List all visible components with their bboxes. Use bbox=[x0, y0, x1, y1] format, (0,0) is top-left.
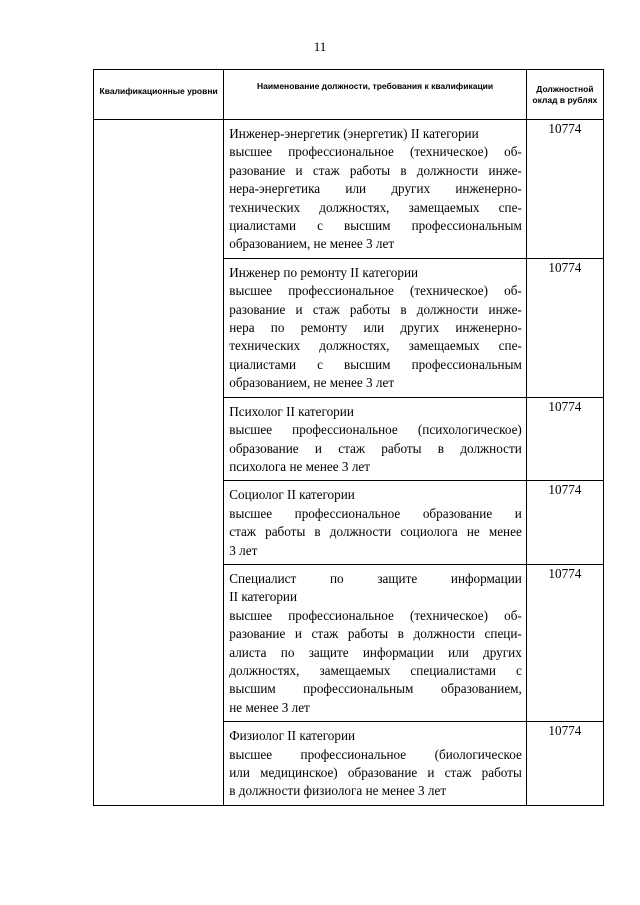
requirement-line: образование и стаж работы в должности bbox=[229, 440, 522, 456]
requirement-line: разование и стаж работы в должности инже- bbox=[229, 162, 522, 178]
requirement-line: разование и стаж работы в должности инже- bbox=[229, 301, 522, 317]
requirement-line: или медицинское) образование и стаж работы bbox=[229, 765, 522, 780]
requirement-line: не менее 3 лет bbox=[229, 699, 310, 715]
requirement-line: должностях, замещаемых специалистами с bbox=[229, 662, 522, 678]
position-title: Специалист по защите информации bbox=[229, 570, 522, 586]
position-title: Инженер по ремонту II категории bbox=[229, 264, 419, 280]
requirement-line: стаж работы в должности социолога не менее bbox=[229, 524, 522, 540]
salary-value: 10774 bbox=[526, 722, 603, 806]
requirement-line: высшее профессиональное (психологическое) bbox=[229, 422, 522, 438]
table-header-row bbox=[94, 70, 604, 120]
header-position-requirements: Наименование должности, требования к квалификации bbox=[224, 70, 527, 120]
requirement-line: высшим профессиональным образованием, bbox=[229, 681, 522, 697]
requirement-line: алиста по защите информации или других bbox=[229, 644, 522, 660]
requirement-line: образованием, не менее 3 лет bbox=[229, 236, 395, 252]
requirement-line: нера-энергетика или других инженерно- bbox=[229, 181, 522, 197]
requirement-line: образованием, не менее 3 лет bbox=[229, 375, 395, 391]
position-title: Физиолог II категории bbox=[229, 728, 356, 744]
requirement-line: высшее профессиональное образование и bbox=[229, 505, 522, 521]
requirement-line: в должности физиолога не менее 3 лет bbox=[229, 783, 447, 799]
salary-value: 10774 bbox=[526, 481, 603, 565]
requirement-line: высшее профессиональное (техническое) об- bbox=[229, 283, 522, 299]
header-salary: Должностной оклад в рублях bbox=[526, 70, 603, 120]
position-description bbox=[224, 258, 527, 397]
salary-value: 10774 bbox=[526, 397, 603, 481]
requirement-line: высшее профессиональное (техническое) об- bbox=[229, 607, 522, 623]
page-number: 11 bbox=[313, 39, 327, 54]
requirement-line: нера по ремонту или других инженерно- bbox=[229, 320, 522, 336]
salary-table bbox=[93, 69, 604, 806]
requirement-line: высшее профессиональное (биологическое bbox=[229, 746, 522, 762]
table-row bbox=[94, 120, 604, 259]
position-description bbox=[224, 722, 527, 806]
requirement-line: психолога не менее 3 лет bbox=[229, 458, 371, 474]
position-title: Социолог II категории bbox=[229, 487, 355, 503]
requirement-line: технических должностях, замещаемых спе- bbox=[229, 338, 522, 354]
position-description bbox=[224, 564, 527, 721]
qualification-level-cell bbox=[94, 120, 224, 806]
salary-value: 10774 bbox=[526, 258, 603, 397]
position-description bbox=[224, 397, 527, 481]
position-title: Психолог II категории bbox=[229, 403, 354, 419]
header-qualification-levels: Квалификационные уровни bbox=[94, 70, 224, 120]
requirement-line: технических должностях, замещаемых спе- bbox=[229, 199, 522, 215]
requirement-line: циалистами с высшим профессиональным bbox=[229, 356, 522, 372]
position-description bbox=[224, 120, 527, 259]
position-title: Инженер-энергетик (энергетик) II категории bbox=[229, 126, 479, 141]
position-description bbox=[224, 481, 527, 565]
position-title-continued: II категории bbox=[229, 589, 298, 605]
salary-value: 10774 bbox=[526, 120, 603, 259]
salary-value: 10774 bbox=[526, 564, 603, 721]
requirement-line: высшее профессиональное (техническое) об- bbox=[229, 144, 522, 160]
requirement-line: 3 лет bbox=[229, 542, 258, 558]
requirement-line: разование и стаж работы в должности специ- bbox=[229, 626, 522, 642]
requirement-line: циалистами с высшим профессиональным bbox=[229, 218, 522, 234]
